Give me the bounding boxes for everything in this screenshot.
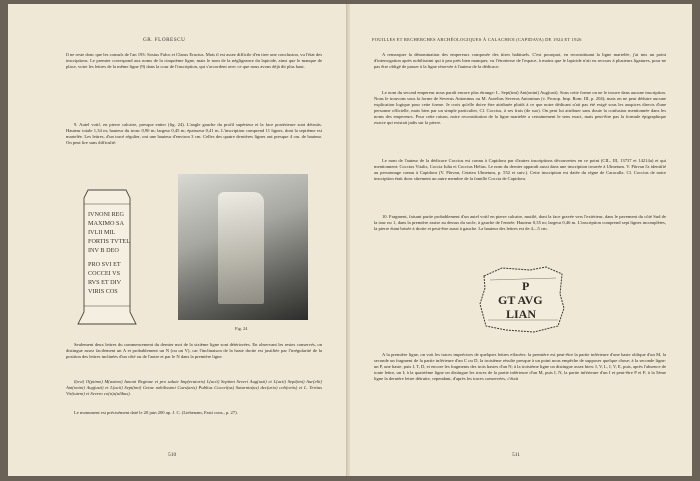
altar-drawing: [70, 184, 144, 334]
fragment-drawing: [476, 264, 568, 336]
paragraph-transcription: I(ovi) O(ptimo) M(aximo) Iunoni Reginae et pro salute Imp(eratoris) L(ucii) Septimi Severi Aug(usti) et L(ucii) Sept(imi) Aur(elii) Ant(onini) Aug(usti) et L(ucii) Sept(imi) Getae nobilissimi Caes(aris) Publius Coccei(us) Saturnin(us) dec(urio) coh(ortis) et L. Tertius Vir(tutem) et Severo co(n)s(ulibus).: [66, 379, 322, 397]
figure-caption: Fig. 24: [235, 326, 248, 331]
drawing-line: INV B DEO: [88, 247, 119, 254]
right-page: [350, 4, 692, 476]
drawing-line: VIRIS COS: [88, 288, 118, 295]
paragraph-second-emperor: Le nom du second empereur nous paraît encore plus étrange: L. Sept(imi) Ant(onini) Aug(usti). Sous cette forme on ne le trouve dans aucune inscription. Nous le trouvons sous la forme de Severus Antoninus ou M. Aurelius Severus Antoninus (v. Prosop. Imp. Rom. III, p. 204); mais on ne peut déduire aucune explication logique pour cette forme. Je crois qu'elle doive être attribuée plutôt à ce que notre dédicant n'ait pas été exigé sous les auspices directs d'une personne officielle, mais bien par un simple particulier, Cl. Coccius, à ses frais (de suo). On peut lui attribuer sans doute la confusion mentionnée dans les noms des empereurs. Pour cette raison, notre reconstitution de la ligne martelée a certainement le sens exact, mais peut-être pas la formule épigraphique exacte qui existait jadis sur la pierre.: [374, 90, 666, 126]
left-page: [8, 4, 349, 476]
fragment-line: LIAN: [506, 307, 537, 321]
altar-photograph: [178, 174, 308, 320]
book-spread: [8, 4, 692, 476]
paragraph-coccius: Le nom de l'auteur de la dédicace Coccius est connu à Capidava par d'autres inscriptions découvertes en ce point (CIL, III, 13737 et 14214a) et qui mentionnent: Coccius Vitalis, Coccia Iulia et Coccius Helius. Le nom du dernier apparaît aussi dans une inscription trouvée à Ulmetum. V. Pârvan l'a identifié au personnage connu à Capidava (V. Pârvan, Cetatea Ulmetum, p. 552 et suiv.). Cette inscription est datée du règne de Caracalla. Cl. Coccius de notre inscription était donc sûrement un autre membre de la famille Coccia de Capidava.: [374, 158, 666, 182]
paragraph-fragment-reading: A la première ligne, on voit les traces imprécises de quelques lettres effacées: la première est peut-être la partie inférieure d'une haste oblique d'un M, la seconde un fragment de la partie inférieure d'un C ou D, la troisième résulte presque à un point nous empêche de supposer quelque chose; à la seconde ligne: un P, une haste, puis I, T, D, et encore les fragments des trois hastes d'un N; à la troisième ligne on distingue assez bien: I, V, L, I, V, E, puis, après l'absence de toute lettre, un I; à la quatrième ligne on distingue les traces de la partie inférieure d'un M, puis I, N, la partie inférieure d'un I et peut-être P et F; à la 5ème ligne la dernière lettre détruite, cependant, d'après les traces conservées, c'était: [374, 352, 666, 382]
drawing-line: PRO SVI ET: [88, 261, 121, 268]
page-number-right: 511: [512, 452, 521, 458]
paragraph-names: A remarquer la dénomination des empereurs composée des titres habituels. C'est pourquoi, en reconstituant la ligne martelée, j'ai mis un point d'interrogation après nobilissimi qui à peu près bien manquer, vu l'étroitesse de l'espace, à moins que le lapicide n'ait eu recours à plusieurs ligatures, pour ne pas être obligé de passer à la ligne réservée à l'auteur de la dédicace.: [374, 52, 666, 70]
running-header-left: GR. FLORESCU: [143, 37, 186, 43]
paragraph-intro: Il ne reste donc que les consuls de l'an 193: Sosius Falco et Clarus Erucius. Mais il est assez difficile d'en tirer une conclusion, vu l'état des inscriptions. Le premier correspond aux noms de la cinquième ligne, mais le nom de la négligeance du lapicide, ainsi que le manque de place, voire les lettres de la même ligne (9) dans la cour de l'inscription, qui s'accordent avec ce que nous avons déjà dit plus haut.: [66, 52, 322, 70]
drawing-line: IVNONI REG: [88, 211, 124, 218]
fragment-line: GT AVG: [498, 293, 543, 307]
paragraph-dating: Le monument est précisément daté le 20 juin 200 ap. J. C. (Liebenam, Fasti cons., p. 27).: [74, 410, 238, 415]
drawing-line: FORTIS TVTEL: [88, 238, 130, 245]
paragraph-item-10: 10. Fragment, faisant partie probablement d'un autel votif en pierre calcaire, mutilé, dont la face gravée vers l'extérieur, dans le pavement du côté Sud de la tour no 1, dans la première assise au dessus du socle, à gauche de l'entrée. Hauteur 0,35 m; largeur 0,46 m. L'inscription comprend sept lignes incomplètes, la pierre étant brisée à droite et peut-être aussi à gauche. La hauteur des lettres est de 4—5 cm.: [374, 214, 666, 232]
drawing-line: RVS ET DIV: [88, 279, 122, 286]
paragraph-reading: Seulement deux lettres du commencement du dernier mot de la sixième ligne sont détériorées. En observant les restes conservés, on distingue assez facilement un A et probablement un N (ou un V), car l'inclinaison de la haste droite est justifiée par l'irrégularité de la position des lettres inclinées d'un côté ou de l'autre et par le N dans la première ligne.: [66, 342, 322, 360]
drawing-line: COCCEI VS: [88, 270, 121, 277]
drawing-line: IVLII MIL: [88, 229, 116, 236]
page-number-left: 510: [168, 452, 177, 458]
running-header-right: FOUILLES ET RECHERCHES ARCHÉOLOGIQUES À CALACHIOI (CAPIDAVA) DE 1924 ET 1926: [372, 37, 582, 42]
paragraph-item-9: 9. Autel votif, en pierre calcaire, presque entier (fig. 24). L'angle gauche du profil supérieur et la face postérieure sont détruits. Hauteur totale 1,34 m; hauteur du tronc 0,90 m; largeur 0,45 m; épaisseur 0,41 m. L'inscription comprend 11 lignes, dont la septième est martelée. Les lettres, d'un tracé régulier, ont une hauteur d'environ 3 cm. Celles des quatre dernières lignes ont presque 4 cm. de hauteur. On peut lire sans difficulté:: [66, 122, 322, 146]
altar-stone: [218, 192, 264, 304]
drawing-line: MAXIMO SA: [88, 220, 124, 227]
fragment-line: P: [522, 279, 530, 293]
